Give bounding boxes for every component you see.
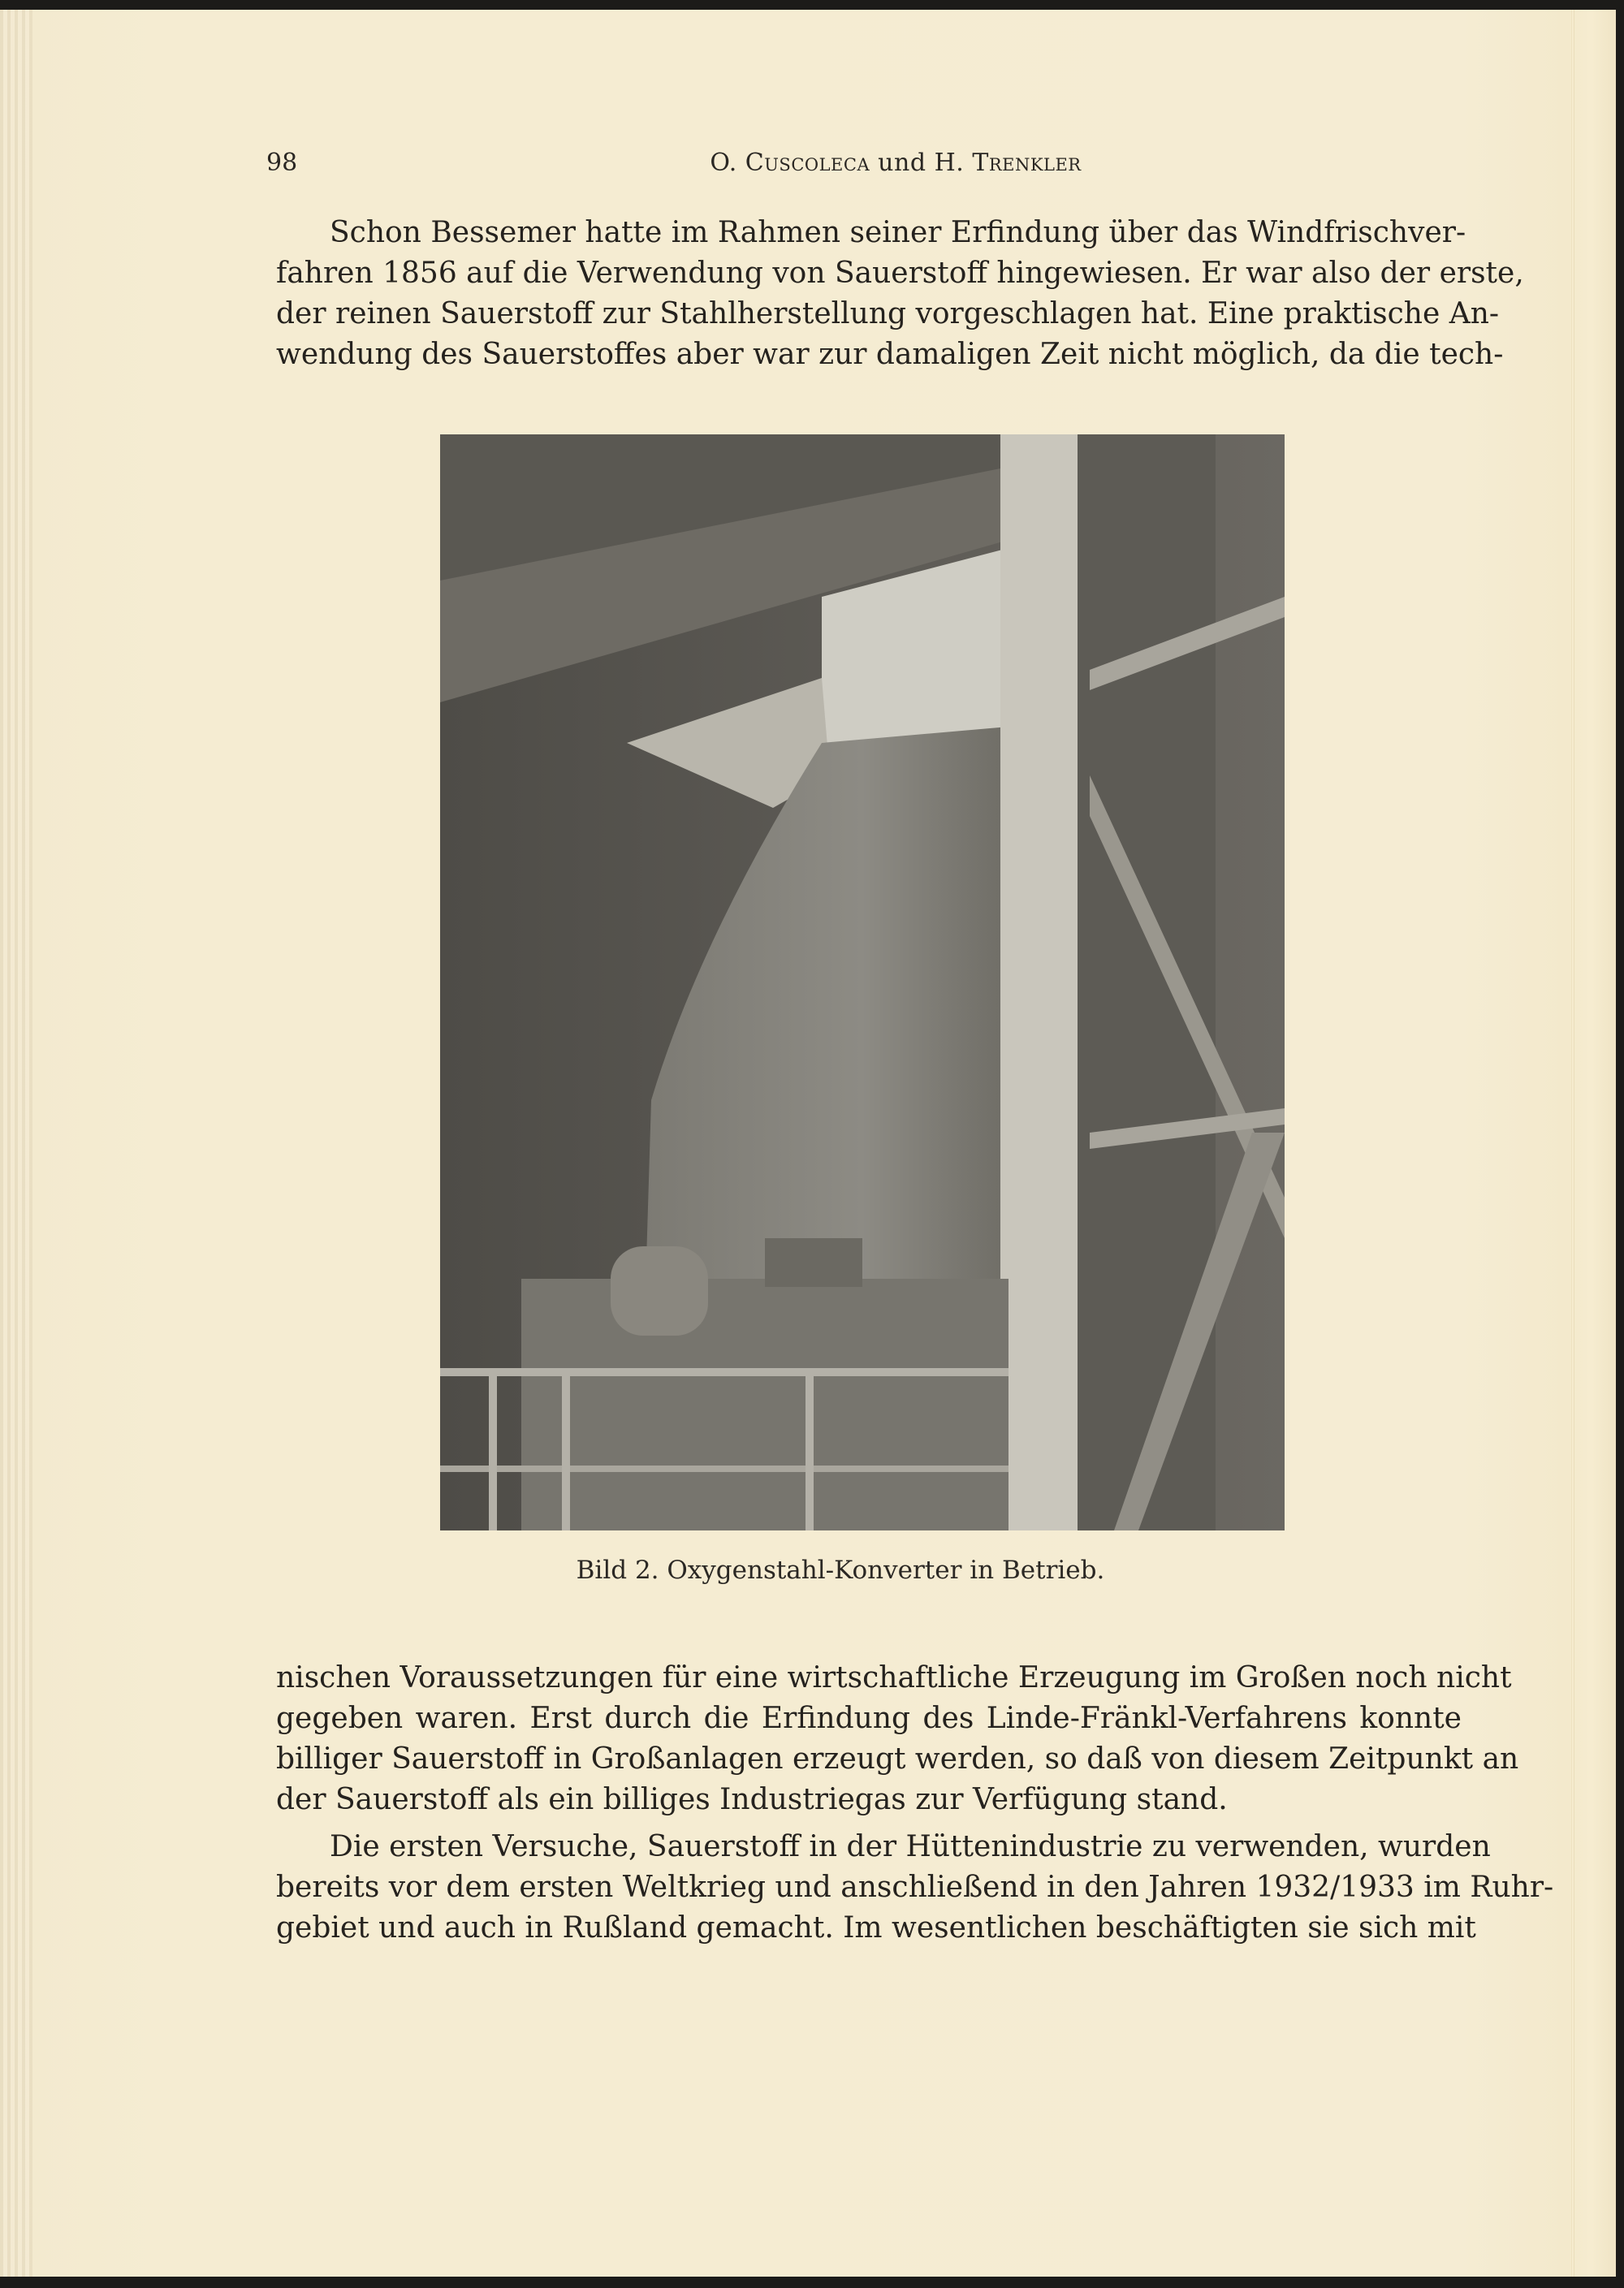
paragraph-3 bbox=[276, 1827, 1554, 1949]
text-line: billiger Sauerstoff in Großanlagen erzeugt werden, so daß von diesem Zeitpunkt an bbox=[276, 1742, 1519, 1776]
text-line: fahren 1856 auf die Verwendung von Sauerstoff hingewiesen. Er war also der erste, bbox=[276, 257, 1524, 290]
running-header bbox=[266, 149, 1460, 181]
text-line: gebiet und auch in Rußland gemacht. Im wesentlichen beschäftigten sie sich mit bbox=[276, 1911, 1476, 1945]
railing-top bbox=[440, 1368, 1009, 1376]
text-line: Die ersten Versuche, Sauerstoff in der Hüttenindustrie zu verwenden, wurden bbox=[330, 1830, 1491, 1863]
converter-base bbox=[521, 1279, 1009, 1530]
text-line: der reinen Sauerstoff zur Stahlherstellung vorgeschlagen hat. Eine praktische An- bbox=[276, 297, 1500, 330]
railing-post bbox=[562, 1368, 570, 1530]
text-line: der Sauerstoff als ein billiges Industriegas zur Verfügung stand. bbox=[276, 1783, 1228, 1816]
converter-photo bbox=[440, 434, 1285, 1530]
railing-post bbox=[489, 1368, 497, 1530]
figure-photo bbox=[440, 434, 1285, 1530]
author-2: H. Trenkler bbox=[934, 149, 1082, 177]
page-number: 98 bbox=[266, 149, 298, 177]
text-line: Schon Bessemer hatte im Rahmen seiner Erfindung über das Windfrischver- bbox=[330, 216, 1466, 249]
page-edge bbox=[0, 10, 32, 2277]
paragraph-2 bbox=[276, 1658, 1519, 1820]
text-line: nischen Voraussetzungen für eine wirtschaftliche Erzeugung im Großen noch nicht bbox=[276, 1661, 1512, 1694]
railing-mid bbox=[440, 1466, 1009, 1472]
bolt-plate bbox=[765, 1238, 862, 1287]
text-line: wendung des Sauerstoffes aber war zur damaligen Zeit nicht möglich, da die tech- bbox=[276, 338, 1504, 371]
trunnion bbox=[611, 1246, 708, 1336]
author-conjunction: und bbox=[878, 149, 926, 177]
author-1: O. Cuscoleca bbox=[710, 149, 870, 177]
railing-post bbox=[806, 1368, 814, 1530]
steel-column bbox=[1000, 434, 1078, 1530]
text-line: bereits vor dem ersten Weltkrieg und anschließend in den Jahren 1932/1933 im Ruhr- bbox=[276, 1871, 1554, 1904]
figure-caption: Bild 2. Oxygenstahl-Konverter in Betrieb. bbox=[576, 1556, 1105, 1585]
gutter-fold bbox=[1571, 10, 1574, 2277]
running-head-authors bbox=[266, 149, 1460, 177]
paragraph-1 bbox=[276, 213, 1524, 375]
text-line: gegeben waren. Erst durch die Erfindung des Linde-Fränkl-Verfahrens konnte bbox=[276, 1702, 1462, 1735]
